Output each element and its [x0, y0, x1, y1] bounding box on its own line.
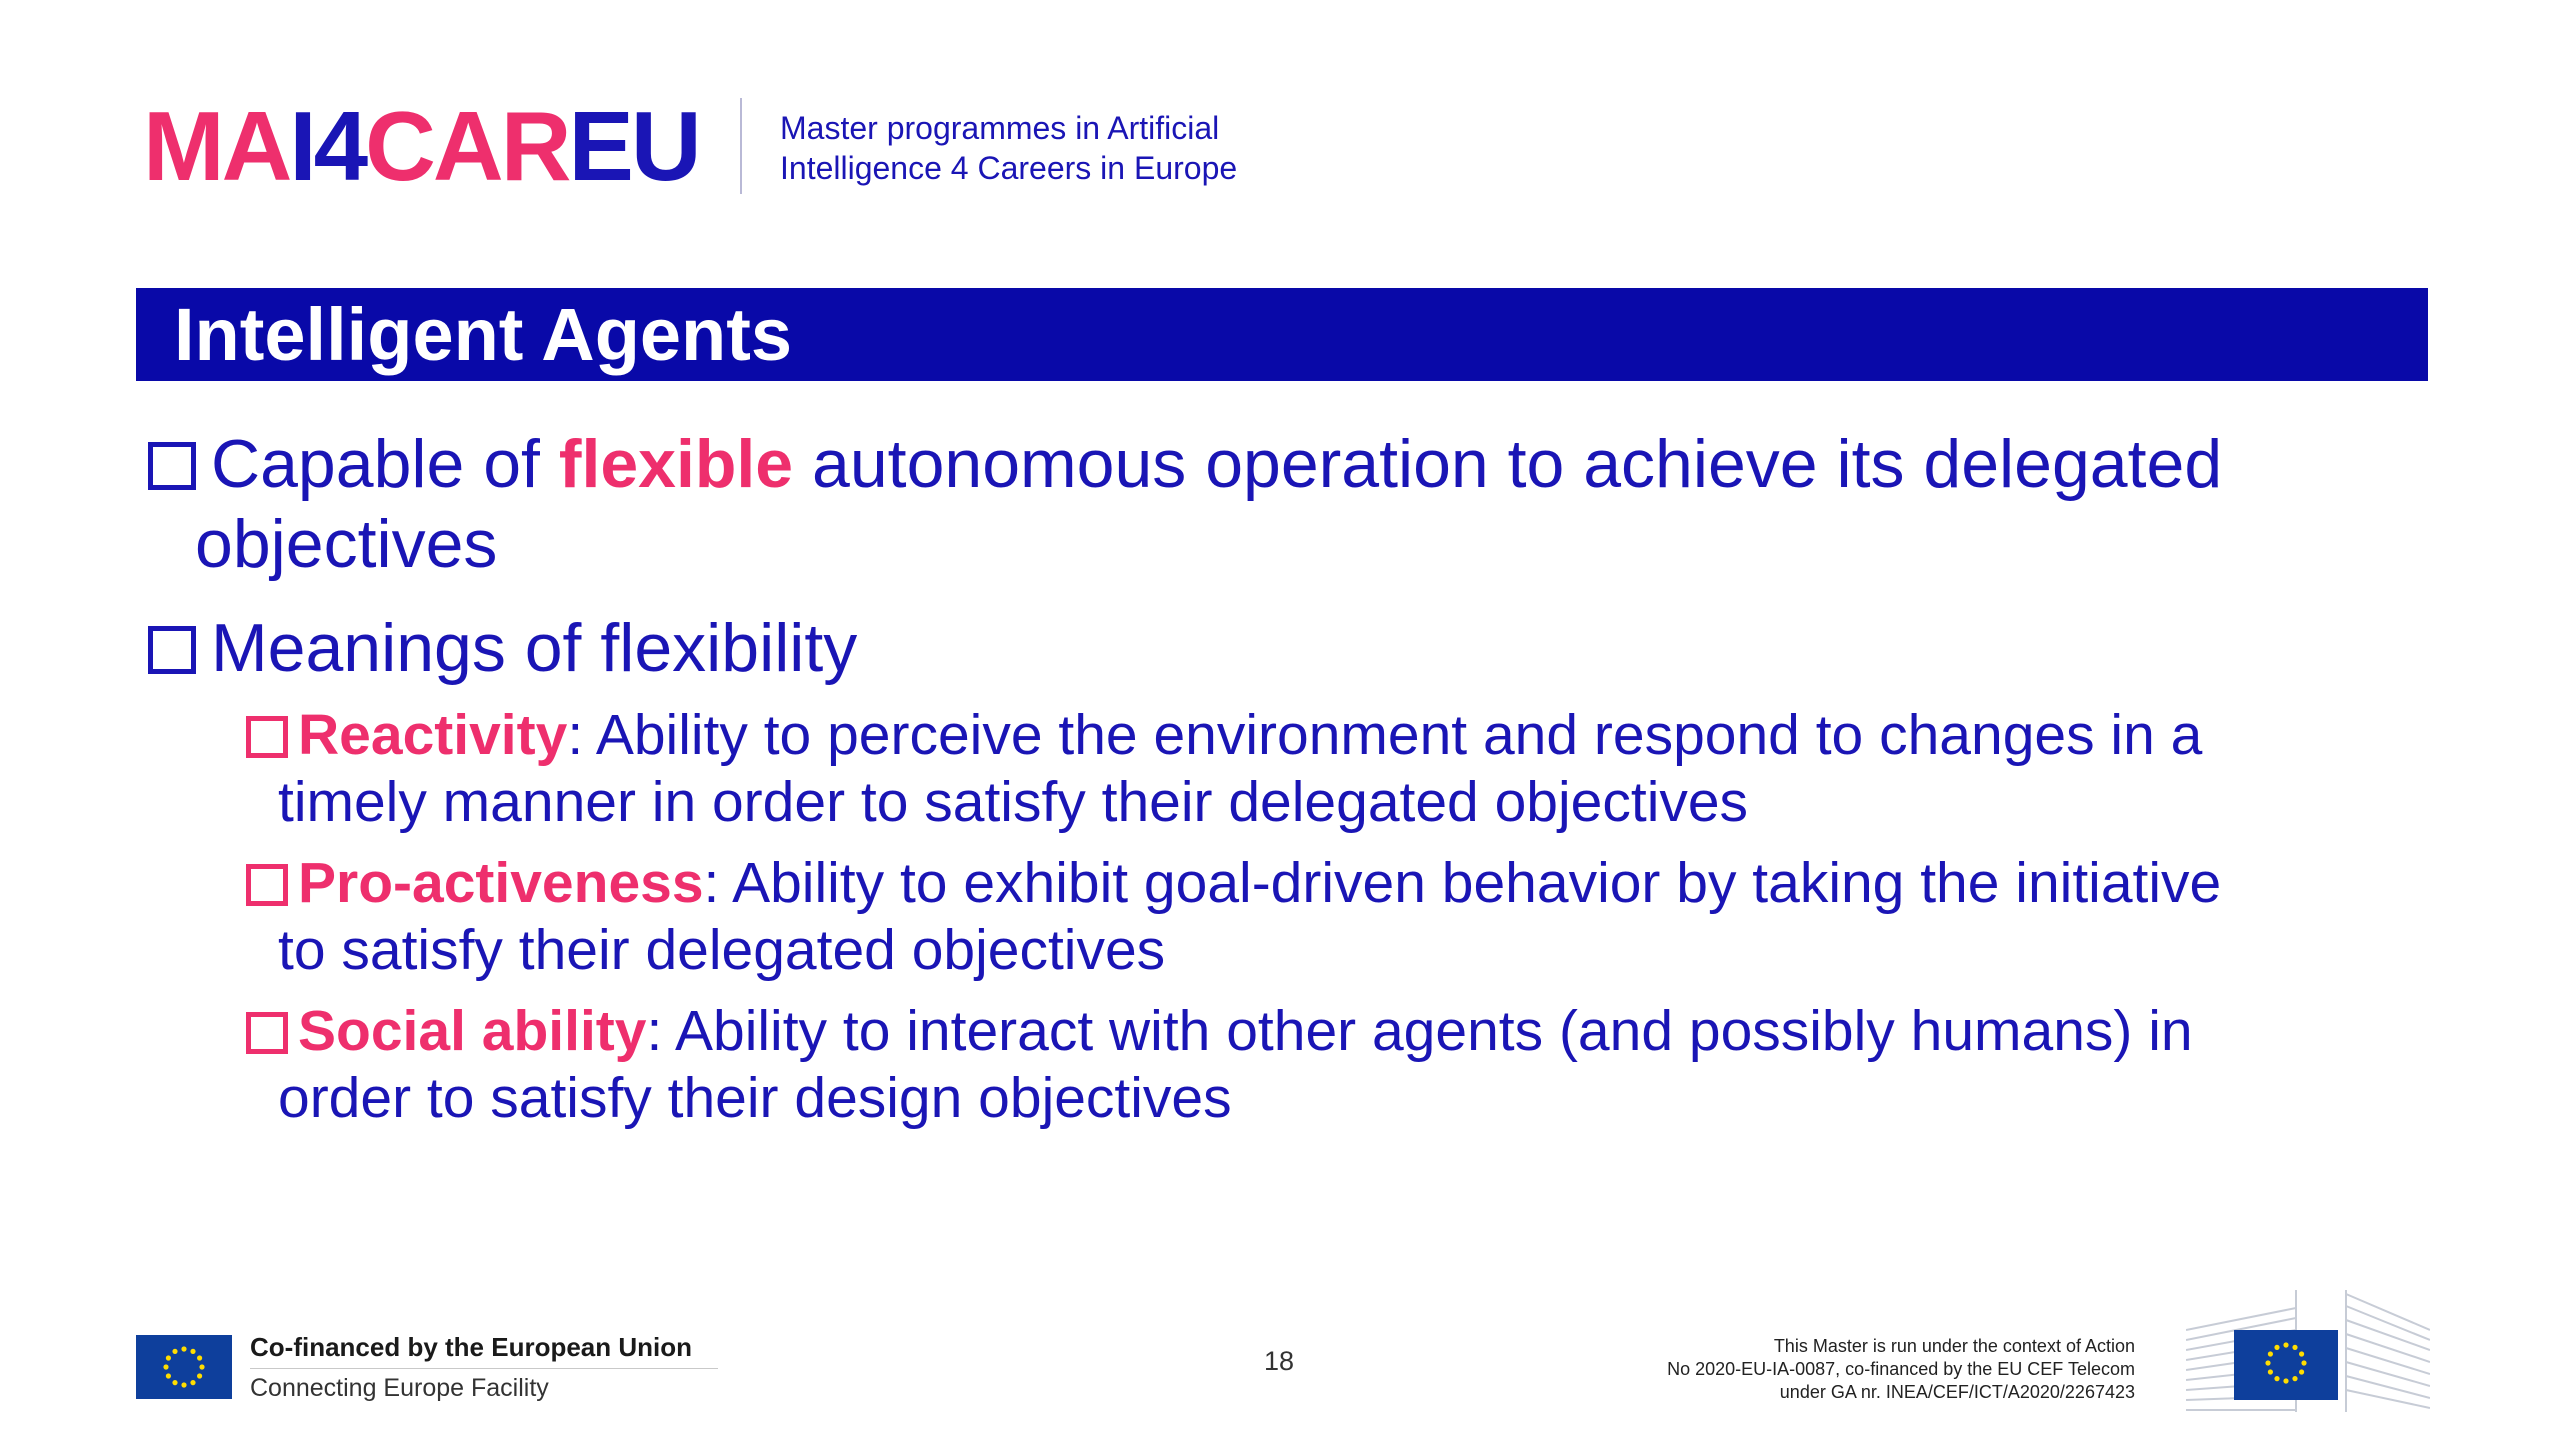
cofinanced-label: Co-financed by the European Union	[250, 1332, 693, 1362]
slide-title: Intelligent Agents	[174, 293, 793, 376]
logo-part-i4: I4	[289, 91, 366, 201]
bullet-capable-post: autonomous operation to achieve its delegated	[793, 426, 2223, 502]
action-note-line-3: under GA nr. INEA/CEF/ICT/A2020/2267423	[1779, 1382, 2135, 1402]
proactiveness-line-1: : Ability to exhibit goal-driven behavior by taking the initiative	[703, 851, 2222, 915]
subbullet-proactiveness	[246, 850, 2446, 984]
checkbox-bullet-icon	[148, 626, 196, 674]
tagline-line-1: Master programmes in Artificial	[780, 110, 1220, 146]
mai4careu-logo	[143, 91, 699, 201]
bullet-meanings	[148, 608, 2428, 688]
header-tagline	[780, 108, 1480, 188]
subbullet-reactivity	[246, 702, 2446, 836]
action-note-line-1: This Master is run under the context of Action	[1773, 1336, 2135, 1356]
proactiveness-term: Pro-activeness	[298, 851, 704, 915]
logo-part-ma: MA	[143, 91, 290, 201]
checkbox-bullet-icon	[148, 442, 196, 490]
eu-flag-icon	[136, 1335, 232, 1399]
subbullet-social-ability	[246, 998, 2446, 1132]
european-commission-logo	[2186, 1290, 2430, 1412]
bullet-capable-continuation: objectives	[195, 506, 498, 582]
subbullet-social-ability-text	[246, 998, 2446, 1132]
bullet-capable-highlight: flexible	[558, 426, 794, 502]
bullet-capable	[148, 424, 2428, 584]
facility-label: Connecting Europe Facility	[250, 1374, 549, 1402]
action-note-line-2: No 2020-EU-IA-0087, co-financed by the EU CEF Telecom	[1667, 1359, 2135, 1379]
subbullet-proactiveness-text	[246, 850, 2446, 984]
logo-part-eu: EU	[568, 91, 699, 201]
subbullet-reactivity-text	[246, 702, 2446, 836]
social-ability-line-1: : Ability to interact with other agents (and possibly humans) in	[646, 999, 2193, 1063]
bullet-meanings-text: Meanings of flexibility	[211, 610, 858, 686]
checkbox-bullet-icon	[246, 716, 288, 758]
bullet-capable-text	[148, 424, 2428, 584]
checkbox-bullet-icon	[246, 864, 288, 906]
reactivity-continuation: timely manner in order to satisfy their delegated objectives	[278, 770, 1749, 834]
tagline-line-2: Intelligence 4 Careers in Europe	[780, 150, 1238, 186]
reactivity-line-1: : Ability to perceive the environment and respond to changes in a	[567, 703, 2203, 767]
bullet-capable-pre: Capable of	[211, 426, 559, 502]
social-ability-continuation: order to satisfy their design objectives	[278, 1066, 1232, 1130]
title-bar	[136, 288, 2428, 381]
reactivity-term: Reactivity	[298, 703, 568, 767]
page-number: 18	[1264, 1346, 1295, 1376]
proactiveness-continuation: to satisfy their delegated objectives	[278, 918, 1166, 982]
social-ability-term: Social ability	[298, 999, 647, 1063]
footer-rule	[250, 1368, 718, 1369]
logo-part-car: CAR	[365, 91, 569, 201]
header-divider	[740, 98, 742, 194]
action-note	[1560, 1335, 2135, 1404]
checkbox-bullet-icon	[246, 1012, 288, 1054]
